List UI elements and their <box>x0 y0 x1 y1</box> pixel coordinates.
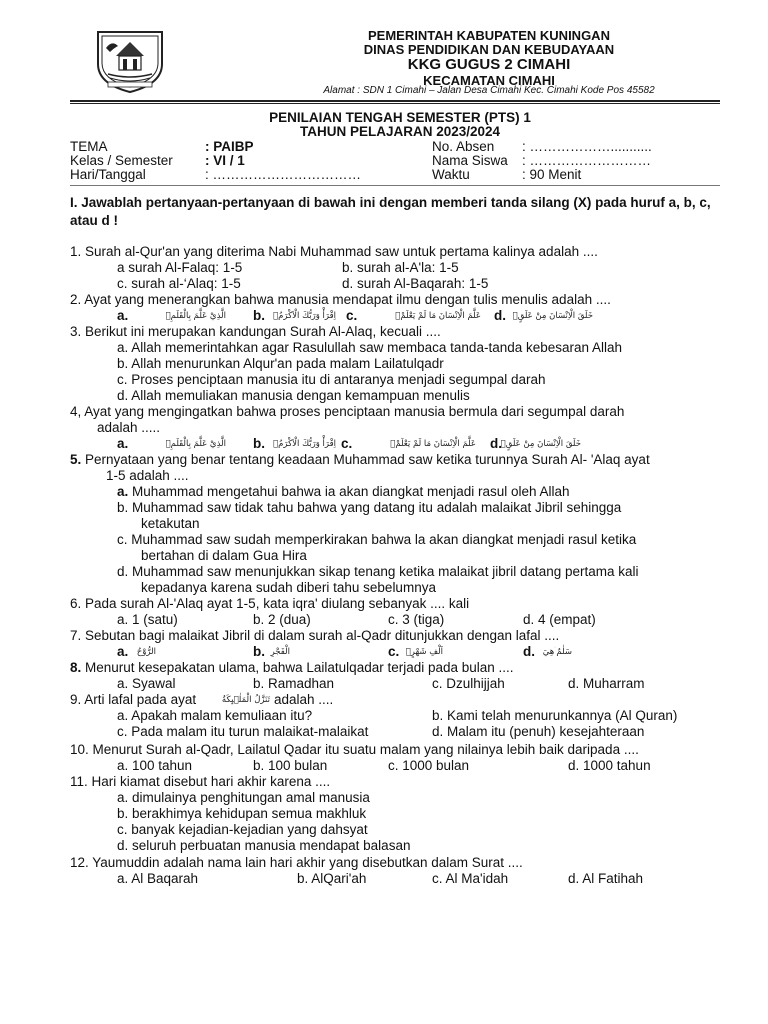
q1-option-d[interactable]: d. surah Al-Baqarah: 1-5 <box>342 276 489 291</box>
q2-option-d-arabic: خَلَقَ الْاِنْسَانَ مِنْ عَلَقٍۚ <box>512 311 593 321</box>
q7-option-b[interactable]: b. <box>253 644 265 659</box>
question-8-number: 8. <box>70 660 82 675</box>
instruction: I. Jawablah pertanyaan-pertanyaan di bawah ini dengan memberi tanda silang (X) pada huruf a, b, c, atau d ! <box>70 195 711 228</box>
header-address: Alamat : SDN 1 Cimahi – Jalan Desa Cimahi Kec. Cimahi Kode Pos 45582 <box>323 85 655 96</box>
q5-option-d-cont: kepadanya karena sudah diberi tahu sebelumnya <box>141 580 436 595</box>
q4-option-b[interactable]: b. <box>253 436 265 451</box>
waktu-label: Waktu <box>432 167 470 182</box>
q11-option-d[interactable]: d. seluruh perbuatan manusia mendapat balasan <box>117 838 411 853</box>
q7-option-c[interactable]: c. <box>388 644 400 659</box>
q9-option-c[interactable]: c. Pada malam itu turun malaikat-malaikat <box>117 724 369 739</box>
q2-option-b[interactable]: b. <box>253 308 265 323</box>
q5-option-b-cont: ketakutan <box>141 516 200 531</box>
question-3: 3. Berikut ini merupakan kandungan Surah Al-Alaq, kecuali .... <box>70 324 441 339</box>
q12-option-a[interactable]: a. Al Baqarah <box>117 871 199 886</box>
hari-label: Hari/Tanggal <box>70 167 146 182</box>
q4-option-c[interactable]: c. <box>341 436 353 451</box>
nama-field[interactable]: : ……………………… <box>522 153 652 168</box>
kelas-label: Kelas / Semester <box>70 153 173 168</box>
q2-option-b-arabic: اِقْرَأْ وَرَبُّكَ الْاَكْرَمُۙ <box>273 311 336 321</box>
q5-option-b[interactable]: b. Muhammad saw tidak tahu bahwa yang datang itu adalah malaikat Jibril sehingga <box>117 500 622 515</box>
q12-option-c[interactable]: c. Al Ma'idah <box>432 871 509 886</box>
q1-option-b[interactable]: b. surah al-A'la: 1-5 <box>342 260 459 275</box>
question-8-text: Menurut kesepakatan ulama, bahwa Lailatulqadar terjadi pada bulan .... <box>81 660 514 675</box>
question-2: 2. Ayat yang menerangkan bahwa manusia mendapat ilmu dengan tulis menulis adalah .... <box>70 292 611 307</box>
q4-option-d[interactable]: d. <box>490 436 502 451</box>
question-4: 4, Ayat yang mengingatkan bahwa proses penciptaan manusia bermula dari segumpal darah <box>70 404 625 419</box>
waktu-value: : 90 Menit <box>522 167 582 182</box>
q8-option-a[interactable]: a. Syawal <box>117 676 176 691</box>
q5-option-d[interactable]: d. Muhammad saw menunjukkan sikap tenang ketika malaikat jibril datang pertama kali <box>117 564 639 579</box>
q8-option-b[interactable]: b. Ramadhan <box>253 676 335 691</box>
header-divider-thin <box>70 103 720 104</box>
q12-option-b[interactable]: b. AlQari'ah <box>297 871 367 886</box>
q2-option-d[interactable]: d. <box>494 308 506 323</box>
question-10: 10. Menurut Surah al-Qadr, Lailatul Qadar itu suatu malam yang nilainya lebih baik daripada .... <box>70 742 639 757</box>
q7-option-d-arabic: سَلٰمٌ ۛهِيَ <box>542 647 572 657</box>
header-district: KECAMATAN CIMAHI <box>423 73 555 88</box>
q3-option-c[interactable]: c. Proses penciptaan manusia itu di antaranya menjadi segumpal darah <box>117 372 546 387</box>
q1-option-a[interactable]: a surah Al-Falaq: 1-5 <box>117 260 243 275</box>
q11-option-c[interactable]: c. banyak kejadian-kejadian yang dahsyat <box>117 822 368 837</box>
q1-option-c[interactable]: c. surah al-‘Alaq: 1-5 <box>117 276 241 291</box>
q7-option-c-arabic: اَلْفِ شَهْرٍۗ <box>405 647 443 657</box>
header-cluster: KKG GUGUS 2 CIMAHI <box>407 56 571 73</box>
q8-option-d[interactable]: d. Muharram <box>568 676 645 691</box>
q2-option-a[interactable]: a. <box>117 308 129 323</box>
q7-option-d[interactable]: d. <box>523 644 535 659</box>
question-5-text: Pernyataan yang benar tentang keadaan Muhammad saw ketika turunnya Surah Al- 'Alaq ayat <box>81 452 650 467</box>
q2-option-a-arabic: الَّذِيْ عَلَّمَ بِالْقَلَمِۙ <box>165 311 226 321</box>
question-4-cont: adalah ..... <box>97 420 161 435</box>
regency-emblem-icon <box>92 28 168 94</box>
question-6: 6. Pada surah Al-'Alaq ayat 1-5, kata iqra' diulang sebanyak .... kali <box>70 596 470 611</box>
q6-option-c[interactable]: c. 3 (tiga) <box>388 612 445 627</box>
q3-option-a[interactable]: a. Allah memerintahkan agar Rasulullah saw membaca tanda-tanda kebesaran Allah <box>117 340 623 355</box>
q3-option-b[interactable]: b. Allah menurunkan Alqur'an pada malam Lailatulqadr <box>117 356 444 371</box>
q5-option-c-cont: bertahan di dalam Gua Hira <box>141 548 307 563</box>
q11-option-b[interactable]: b. berakhimya kehidupan semua makhluk <box>117 806 367 821</box>
absen-field[interactable]: : ………………........... <box>522 139 652 154</box>
nama-label: Nama Siswa <box>432 153 508 168</box>
question-9-end: adalah .... <box>274 692 334 707</box>
q9-option-b[interactable]: b. Kami telah menurunkannya (Al Quran) <box>432 708 678 723</box>
q7-option-b-arabic: الْفَجْرِ <box>270 647 290 657</box>
header-government: PEMERINTAH KABUPATEN KUNINGAN <box>368 28 610 43</box>
q9-option-a[interactable]: a. Apakah malam kemuliaan itu? <box>117 708 313 723</box>
question-12: 12. Yaumuddin adalah nama lain hari akhir yang disebutkan dalam Surat .... <box>70 855 523 870</box>
q10-option-d[interactable]: d. 1000 tahun <box>568 758 651 773</box>
q5-option-c[interactable]: c. Muhammad saw sudah memperkirakan bahwa la akan diangkat menjadi rasul ketika <box>117 532 637 547</box>
q2-option-c[interactable]: c. <box>346 308 358 323</box>
q11-option-a[interactable]: a. dimulainya penghitungan amal manusia <box>117 790 370 805</box>
tema-label: TEMA <box>70 139 108 154</box>
question-9: 9. Arti lafal pada ayat <box>70 692 197 707</box>
question-5-number: 5. <box>70 452 82 467</box>
q6-option-d[interactable]: d. 4 (empat) <box>523 612 596 627</box>
q3-option-d[interactable]: d. Allah memuliakan manusia dengan kemampuan menulis <box>117 388 470 403</box>
info-divider <box>70 185 720 186</box>
exam-title: PENILAIAN TENGAH SEMESTER (PTS) 1 <box>269 110 531 125</box>
q8-option-c[interactable]: c. Dzulhijjah <box>432 676 505 691</box>
absen-label: No. Absen <box>432 139 495 154</box>
q4-option-c-arabic: عَلَّمَ الْاِنْسَانَ مَا لَمْ يَعْلَمْۗ <box>390 439 476 449</box>
question-11: 11. Hari kiamat disebut hari akhir karena .... <box>70 774 331 789</box>
q5-option-a-label: a. <box>117 484 129 499</box>
question-7: 7. Sebutan bagi malaikat Jibril di dalam surah al-Qadr ditunjukkan dengan lafal .... <box>70 628 560 643</box>
q7-option-a-arabic: الرُّوْحُ <box>136 647 156 657</box>
question-5 <box>70 452 650 468</box>
q5-option-a-text: Muhammad mengetahui bahwa ia akan diangkat menjadi rasul oleh Allah <box>128 484 570 499</box>
q10-option-b[interactable]: b. 100 bulan <box>253 758 328 773</box>
q4-option-d-arabic: خَلَقَ الْاِنْسَانَ مِنْ عَلَقٍۚ <box>500 439 581 449</box>
q6-option-b[interactable]: b. 2 (dua) <box>253 612 311 627</box>
question-8 <box>70 660 514 676</box>
question-9-arabic: تَنَزَّلُ الْمَلٰۤىِٕكَةُ <box>221 695 270 705</box>
q10-option-a[interactable]: a. 100 tahun <box>117 758 193 773</box>
q9-option-d[interactable]: d. Malam itu (penuh) kesejahteraan <box>432 724 645 739</box>
q7-option-a[interactable]: a. <box>117 644 129 659</box>
question-1: 1. Surah al-Qur'an yang diterima Nabi Muhammad saw untuk pertama kalinya adalah .... <box>70 244 598 259</box>
kelas-value: : VI / 1 <box>205 153 245 168</box>
q12-option-d[interactable]: d. Al Fatihah <box>568 871 644 886</box>
hari-field[interactable]: : …………………………… <box>205 167 362 182</box>
exam-year: TAHUN PELAJARAN 2023/2024 <box>299 124 501 139</box>
q10-option-c[interactable]: c. 1000 bulan <box>388 758 470 773</box>
question-5-cont: 1-5 adalah .... <box>106 468 189 483</box>
header-divider-thick <box>70 100 720 102</box>
header-department: DINAS PENDIDIKAN DAN KEBUDAYAAN <box>363 42 615 57</box>
q4-option-b-arabic: اِقْرَأْ وَرَبُّكَ الْاَكْرَمُۙ <box>273 439 336 449</box>
q2-option-c-arabic: عَلَّمَ الْاِنْسَانَ مَا لَمْ يَعْلَمْۗ <box>395 311 481 321</box>
q4-option-a-arabic: الَّذِيْ عَلَّمَ بِالْقَلَمِۙ <box>165 439 226 449</box>
tema-value: : PAIBP <box>205 139 254 154</box>
q4-option-a[interactable]: a. <box>117 436 129 451</box>
q6-option-a[interactable]: a. 1 (satu) <box>117 612 178 627</box>
q5-option-a[interactable] <box>117 484 570 500</box>
